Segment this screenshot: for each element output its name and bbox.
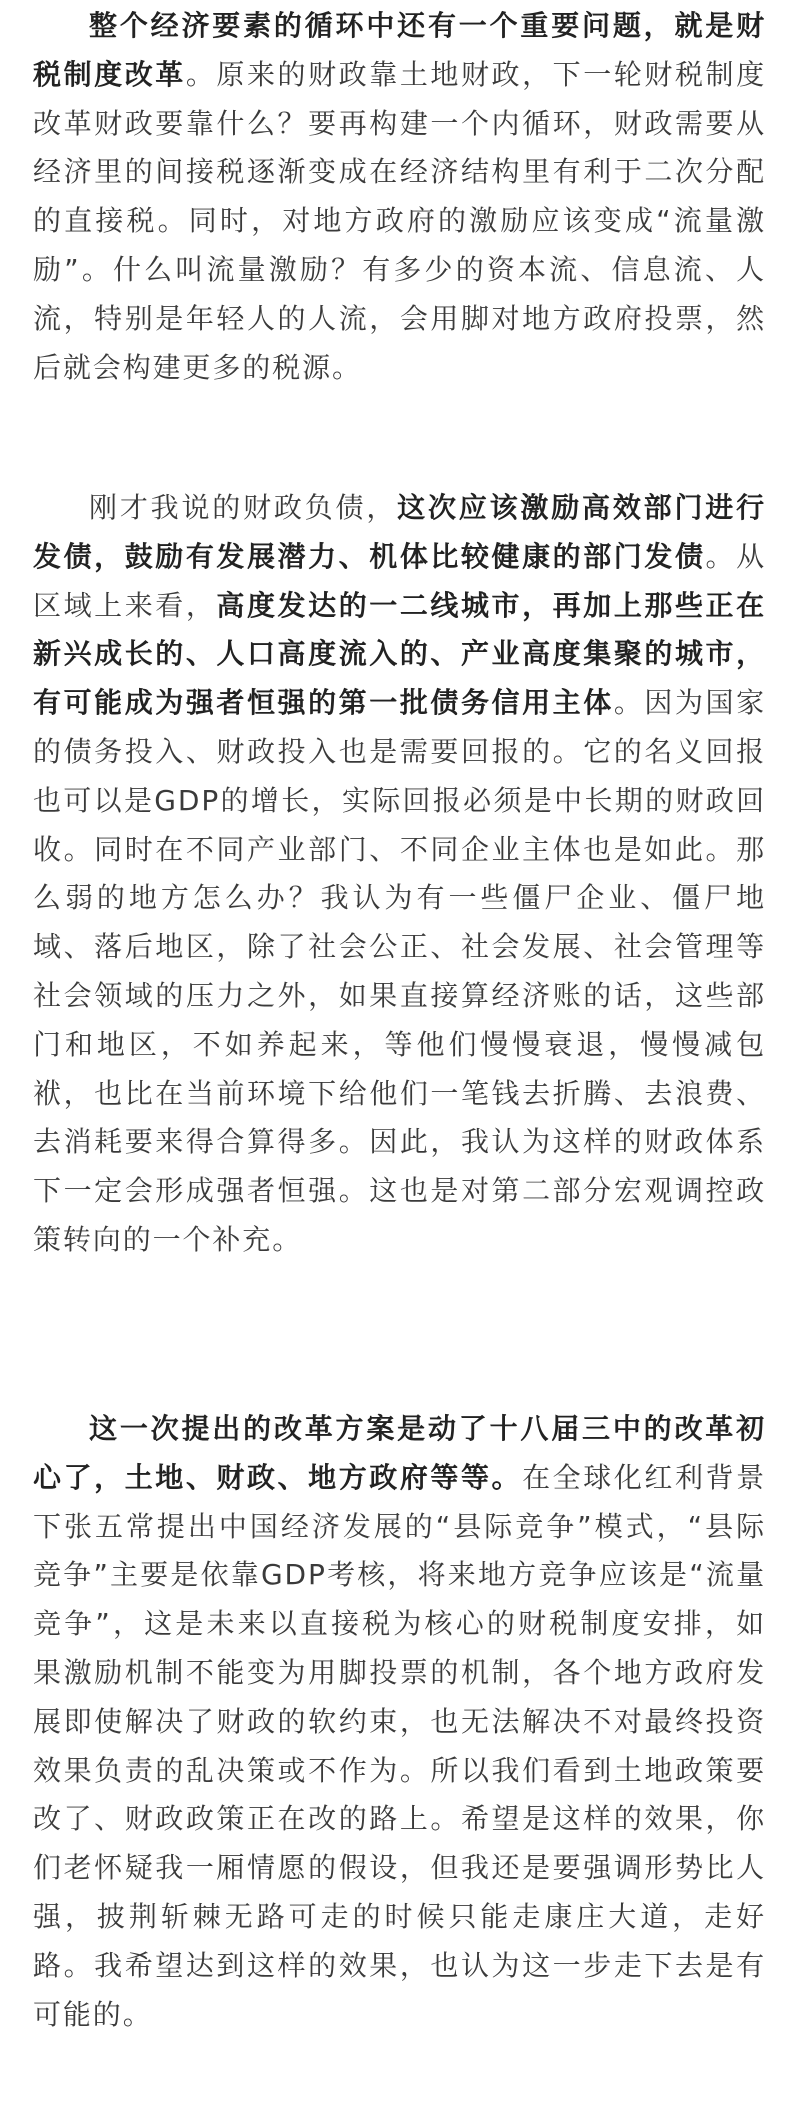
paragraph-reform-plan [33, 1405, 766, 2039]
body-text: 刚才我说的财政负债， [89, 491, 398, 524]
body-text: 。原来的财政靠土地财政，下一轮财税制度改革财政要靠什么？要再构建一个内循环，财政需要从经济里的间接税逐渐变成在经济结构里有利于二次分配的直接税。同时，对地方政府的激励应该变成“流量激励”。什么叫流量激励？有多少的资本流、信息流、人流，特别是年轻人的人流，会用脚对地方政府投票，然后就会构建更多的税源。 [33, 57, 766, 384]
body-text: 。因为国家的债务投入、财政投入也是需要回报的。它的名义回报也可以是GDP的增长，实际回报必须是中长期的财政回收。同时在不同产业部门、不同企业主体也是如此。那么弱的地方怎么办？我认为有一些僵尸企业、僵尸地域、落后地区，除了社会公正、社会发展、社会管理等社会领域的压力之外，如果直接算经济账的话，这些部门和地区，不如养起来，等他们慢慢衰退，慢慢减包袱，也比在当前环境下给他们一笔钱去折腾、去浪费、去消耗要来得合算得多。因此，我认为这样的财政体系下一定会形成强者恒强。这也是对第二部分宏观调控政策转向的一个补充。 [33, 686, 766, 1256]
bold-text: 整个经济要素的循环中还有一个重要问题，就是财税制度改革 [33, 9, 766, 91]
bold-text: 高度发达的一二线城市，再加上那些正在新兴成长的、人口高度流入的、产业高度集聚的城市，有可能成为强者恒强的第一批债务信用主体 [33, 588, 766, 720]
bold-text: 这一次提出的改革方案是动了十八届三中的改革初心了，土地、财政、地方政府等等。 [33, 1412, 766, 1494]
paragraph-tax-reform [33, 2, 766, 392]
body-text: 。从区域上来看， [33, 539, 766, 622]
bold-text: 这次应该激励高效部门进行发债，鼓励有发展潜力、机体比较健康的部门发债 [33, 491, 766, 573]
paragraph-fiscal-debt [33, 484, 766, 1265]
body-text: 在全球化红利背景下张五常提出中国经济发展的“县际竞争”模式，“县际竞争”主要是依靠GDP考核，将来地方竞争应该是“流量竞争”，这是未来以直接税为核心的财税制度安排，如果激励机制不能变为用脚投票的机制，各个地方政府发展即使解决了财政的软约束，也无法解决不对最终投资效果负责的乱决策或不作为。所以我们看到土地政策要改了、财政政策正在改的路上。希望是这样的效果，你们老怀疑我一厢情愿的假设，但我还是要强调形势比人强，披荆斩棘无路可走的时候只能走康庄大道，走好路。我希望达到这样的效果，也认为这一步走下去是有可能的。 [33, 1460, 766, 2031]
